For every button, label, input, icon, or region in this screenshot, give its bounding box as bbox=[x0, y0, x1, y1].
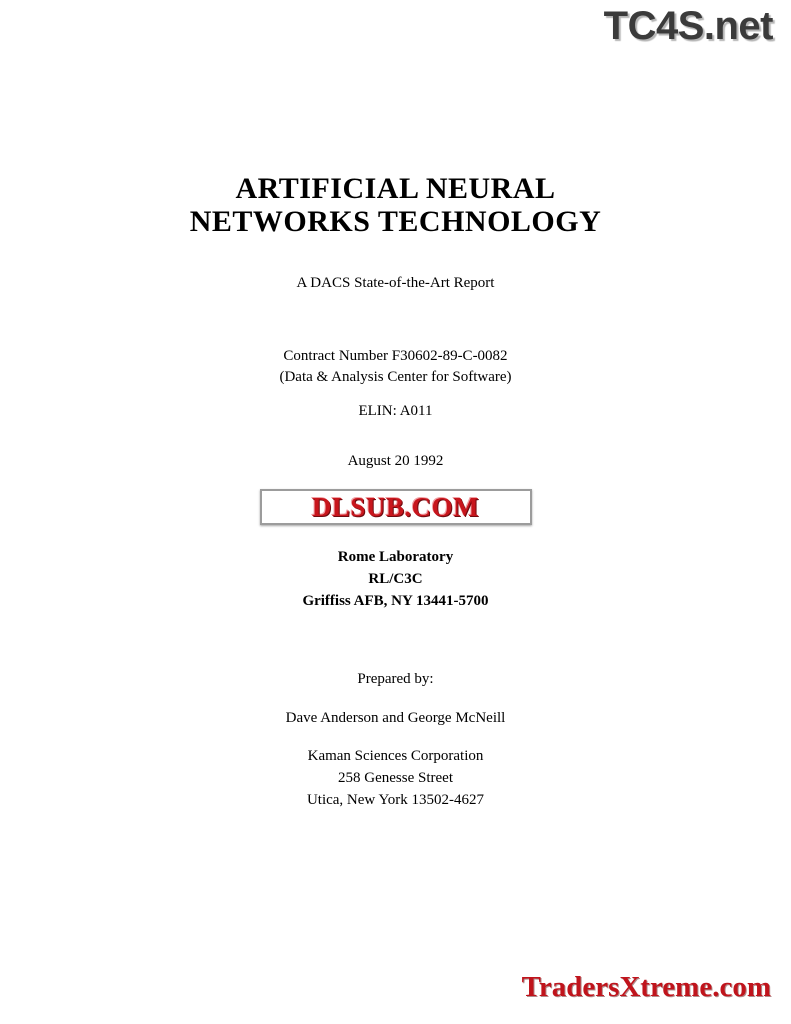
prepared-by-label: Prepared by: bbox=[357, 671, 434, 687]
watermark-center bbox=[260, 489, 532, 525]
elin-identifier: ELIN: A011 bbox=[358, 403, 433, 419]
sponsor-code: RL/C3C bbox=[368, 570, 423, 587]
organization-block bbox=[0, 746, 791, 811]
page-title-line-1: ARTIFICIAL NEURAL bbox=[235, 172, 556, 205]
sponsor-name: Rome Laboratory bbox=[337, 549, 454, 565]
contract-block bbox=[0, 346, 791, 389]
organization-name: Kaman Sciences Corporation bbox=[307, 748, 484, 764]
watermark-top-right: TC4S.net bbox=[603, 4, 773, 48]
publication-date: August 20 1992 bbox=[347, 453, 444, 469]
page-title-line-2: NETWORKS TECHNOLOGY bbox=[189, 205, 602, 238]
sponsor-block bbox=[0, 547, 791, 612]
contract-organization: (Data & Analysis Center for Software) bbox=[279, 369, 512, 386]
report-subtitle: A DACS State-of-the-Art Report bbox=[296, 275, 495, 291]
watermark-center-label: DLSUB.COM bbox=[311, 491, 480, 522]
authors: Dave Anderson and George McNeill bbox=[285, 710, 506, 726]
sponsor-address: Griffiss AFB, NY 13441-5700 bbox=[302, 592, 489, 609]
watermark-bottom-right: TradersXtreme.com bbox=[521, 971, 771, 1003]
contract-number: Contract Number F30602-89-C-0082 bbox=[283, 348, 508, 364]
organization-city-state-zip: Utica, New York 13502-4627 bbox=[306, 791, 485, 808]
organization-street: 258 Genesse Street bbox=[338, 769, 453, 786]
